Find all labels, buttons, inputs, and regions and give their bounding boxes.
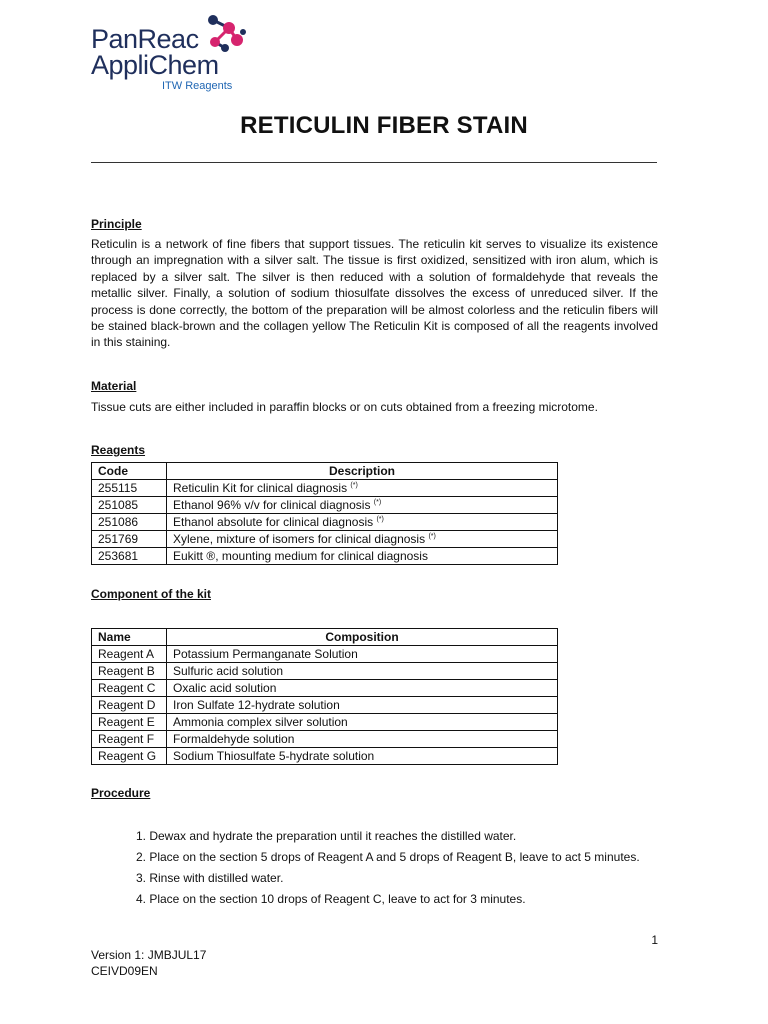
reagent-code: 253681: [92, 548, 167, 565]
component-composition: Ammonia complex silver solution: [167, 714, 558, 731]
procedure-step: 1. Dewax and hydrate the preparation until it reaches the distilled water.: [136, 829, 517, 843]
principle-text: Reticulin is a network of fine fibers that support tissues. The reticulin kit serves to visualize its existence through an impregnation with a silver salt. The tissue is first oxidized, sensitized with iron alum, which is replaced by a silver salt. The silver is then reduced with a solution of formaldehyde that reveals the metallic silver. Finally, a solution of sodium thiosulfate dissolves the excess of unreduced silver. If the process is done correctly, the bottom of the preparation will be almost colorless and the reticulin fibers will be stained black-brown and the collagen yellow The Reticulin Kit is composed of all the reagents involved in this staining.: [91, 237, 658, 350]
component-composition: Iron Sulfate 12-hydrate solution: [167, 697, 558, 714]
component-name: Reagent C: [92, 680, 167, 697]
component-name: Reagent A: [92, 646, 167, 663]
table-row: [92, 731, 558, 748]
table-row: [92, 646, 558, 663]
footnote-mark: (*): [376, 515, 384, 523]
table-row: [92, 497, 558, 514]
component-composition: Sulfuric acid solution: [167, 663, 558, 680]
table-header-row: [92, 463, 558, 480]
reagent-description: [167, 548, 558, 565]
document-title: RETICULIN FIBER STAIN: [240, 112, 528, 139]
component-name: Reagent D: [92, 697, 167, 714]
footnote-mark: (*): [373, 498, 382, 506]
footnote-mark: (*): [350, 481, 358, 489]
table-row: [92, 531, 558, 548]
reagent-description: [167, 497, 558, 514]
footer-code: CEIVD09EN: [91, 964, 158, 978]
footer-version: Version 1: JMBJUL17: [91, 948, 207, 962]
table-row: [92, 663, 558, 680]
procedure-step: 2. Place on the section 5 drops of Reagent A and 5 drops of Reagent B, leave to act 5 minutes.: [136, 850, 640, 864]
company-logo: [91, 14, 251, 98]
description-column-header: Description: [167, 463, 558, 480]
kit-components-table: [91, 628, 558, 765]
composition-column-header: Composition: [167, 629, 558, 646]
reagent-code: 251085: [92, 497, 167, 514]
table-row: [92, 748, 558, 765]
name-column-header: Name: [92, 629, 167, 646]
component-composition: Oxalic acid solution: [167, 680, 558, 697]
kit-heading: Component of the kit: [91, 587, 211, 601]
reagent-description: [167, 531, 558, 548]
logo-line-2: AppliChem: [91, 50, 219, 80]
table-row: [92, 514, 558, 531]
footnote-mark: (*): [428, 532, 436, 540]
material-text: Tissue cuts are either included in paraffin blocks or on cuts obtained from a freezing microtome.: [91, 400, 598, 414]
reagent-description-text: Ethanol absolute for clinical diagnosis: [173, 514, 374, 529]
reagent-description: [167, 480, 558, 497]
component-name: Reagent G: [92, 748, 167, 765]
principle-heading: Principle: [91, 217, 142, 231]
code-column-header: Code: [92, 463, 167, 480]
component-composition: Sodium Thiosulfate 5-hydrate solution: [167, 748, 558, 765]
table-row: [92, 714, 558, 731]
reagents-table: [91, 462, 558, 565]
logo-line-1: PanReac: [91, 24, 199, 54]
component-name: Reagent B: [92, 663, 167, 680]
molecule-logo-icon: [203, 14, 247, 54]
reagent-code: 251769: [92, 531, 167, 548]
title-divider: [91, 162, 657, 163]
reagent-code: 255115: [92, 480, 167, 497]
table-row: [92, 680, 558, 697]
procedure-step: 4. Place on the section 10 drops of Reagent C, leave to act for 3 minutes.: [136, 892, 526, 906]
reagent-description-text: Xylene, mixture of isomers for clinical diagnosis: [173, 531, 426, 546]
reagent-description: [167, 514, 558, 531]
table-row: [92, 697, 558, 714]
component-name: Reagent F: [92, 731, 167, 748]
logo-line-3: ITW Reagents: [162, 80, 233, 92]
reagent-description-text: Ethanol 96% v/v for clinical diagnosis: [173, 497, 371, 512]
procedure-step: 3. Rinse with distilled water.: [136, 871, 284, 885]
table-row: [92, 480, 558, 497]
material-heading: Material: [91, 379, 137, 393]
page-number: 1: [651, 933, 658, 947]
table-row: [92, 548, 558, 565]
reagent-description-text: Reticulin Kit for clinical diagnosis: [173, 480, 348, 495]
reagent-description-text: Eukitt ®, mounting medium for clinical diagnosis: [173, 548, 428, 563]
procedure-steps: [136, 828, 658, 912]
reagent-code: 251086: [92, 514, 167, 531]
component-name: Reagent E: [92, 714, 167, 731]
component-composition: Potassium Permanganate Solution: [167, 646, 558, 663]
table-header-row: [92, 629, 558, 646]
procedure-heading: Procedure: [91, 786, 151, 800]
component-composition: Formaldehyde solution: [167, 731, 558, 748]
reagents-heading: Reagents: [91, 443, 146, 457]
